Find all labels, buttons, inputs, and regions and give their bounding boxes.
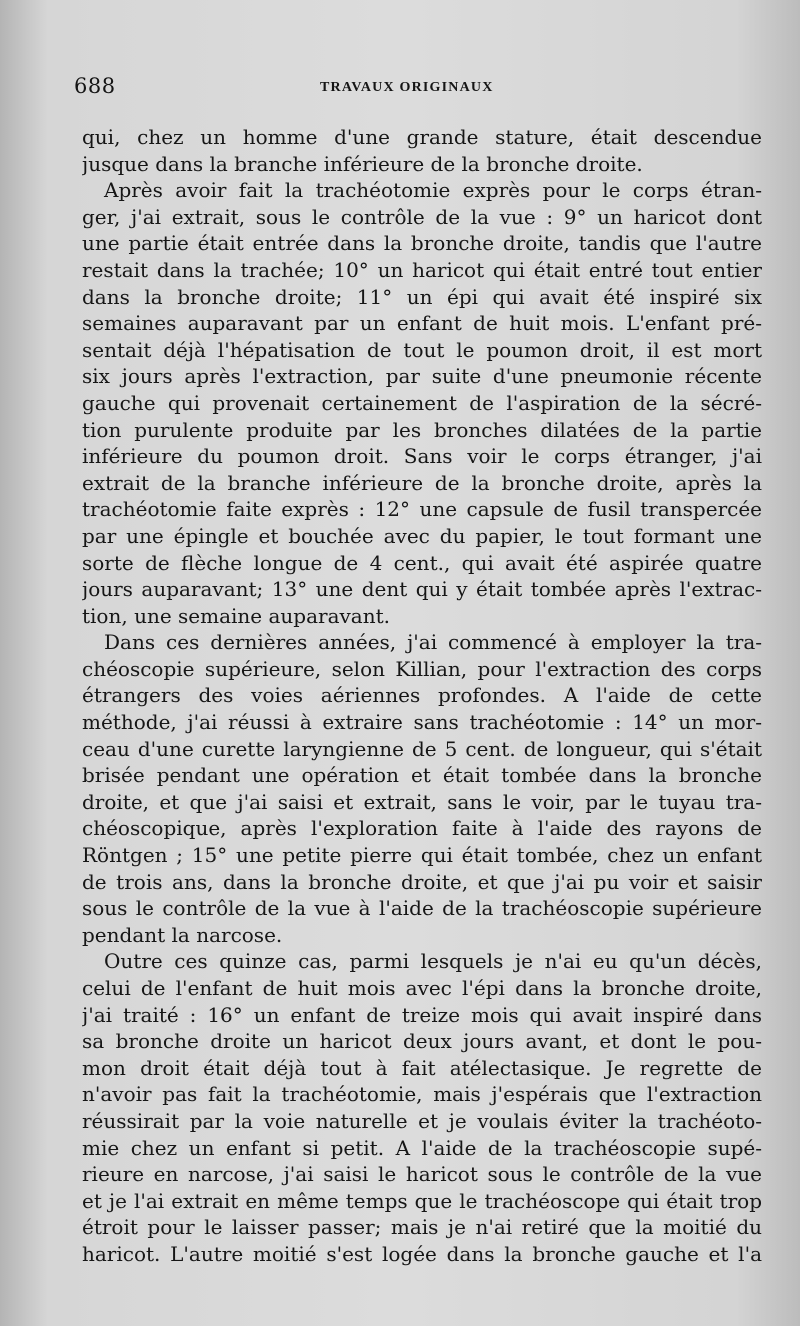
text-line: par une épingle et bouchée avec du papier, le tout formant une — [82, 523, 762, 548]
text-line: étrangers des voies aériennes profondes. A l'aide de cette — [82, 683, 762, 708]
text-line: étroit pour le laisser passer; mais je n'ai retiré que la moitié du — [82, 1215, 762, 1240]
text-line: pendant la narcose. — [82, 922, 283, 947]
paragraph-start-line: Après avoir fait la trachéotomie exprès pour le corps étran- — [104, 178, 762, 203]
text-line: n'avoir pas fait la trachéotomie, mais j'espérais que l'extraction — [82, 1082, 762, 1107]
text-line: et je l'ai extrait en même temps que le trachéoscope qui était trop — [82, 1188, 762, 1213]
text-line: restait dans la trachée; 10° un haricot qui était entré tout entier — [82, 257, 762, 282]
text-line: trachéotomie faite exprès : 12° une capsule de fusil transpercée — [82, 497, 762, 522]
paragraph-start-line: Dans ces dernières années, j'ai commencé à employer la tra- — [104, 630, 762, 655]
text-line: qui, chez un homme d'une grande stature, était descendue — [82, 125, 762, 149]
text-line: méthode, j'ai réussi à extraire sans trachéotomie : 14° un mor- — [82, 710, 762, 735]
page-number: 688 — [74, 74, 116, 98]
text-line: tion purulente produite par les bronches dilatées de la partie — [82, 417, 762, 442]
text-line: sa bronche droite un haricot deux jours avant, et dont le pou- — [82, 1029, 762, 1054]
text-line: brisée pendant une opération et était tombée dans la bronche — [82, 763, 762, 788]
text-line: de trois ans, dans la bronche droite, et que j'ai pu voir et saisir — [82, 869, 762, 894]
text-line: chéoscopique, après l'exploration faite à l'aide des rayons de — [82, 816, 762, 841]
text-line: chéoscopie supérieure, selon Killian, pour l'extraction des corps — [82, 656, 762, 681]
text-line: semaines auparavant par un enfant de huit mois. L'enfant pré- — [82, 311, 762, 336]
text-line: tion, une semaine auparavant. — [82, 603, 390, 628]
text-line: inférieure du poumon droit. Sans voir le corps étranger, j'ai — [82, 444, 762, 469]
text-line: jours auparavant; 13° une dent qui y était tombée après l'extrac- — [82, 577, 762, 602]
text-line: ceau d'une curette laryngienne de 5 cent. de longueur, qui s'était — [82, 736, 762, 761]
text-line: mon droit était déjà tout à fait atélectasique. Je regrette de — [82, 1055, 762, 1080]
running-title: TRAVAUX ORIGINAUX — [320, 80, 494, 95]
body-text — [82, 124, 762, 1268]
text-line: une partie était entrée dans la bronche droite, tandis que l'autre — [82, 231, 762, 256]
text-line: extrait de la branche inférieure de la bronche droite, après la — [82, 470, 762, 495]
text-line: dans la bronche droite; 11° un épi qui avait été inspiré six — [82, 284, 762, 309]
text-line: rieure en narcose, j'ai saisi le haricot sous le contrôle de la vue — [82, 1162, 762, 1187]
paragraph-start-line: Outre ces quinze cas, parmi lesquels je n'ai eu qu'un décès, — [104, 949, 762, 974]
text-line: sous le contrôle de la vue à l'aide de la trachéoscopie supérieure — [82, 896, 762, 921]
text-line: Röntgen ; 15° une petite pierre qui était tombée, chez un enfant — [82, 843, 762, 868]
text-line: ger, j'ai extrait, sous le contrôle de la vue : 9° un haricot dont — [82, 204, 762, 229]
text-line: réussirait par la voie naturelle et je voulais éviter la trachéoto- — [82, 1108, 762, 1133]
text-line: j'ai traité : 16° un enfant de treize mois qui avait inspiré dans — [82, 1002, 762, 1027]
text-line: mie chez un enfant si petit. A l'aide de la trachéoscopie supé- — [82, 1135, 762, 1160]
text-line: sentait déjà l'hépatisation de tout le poumon droit, il est mort — [82, 337, 762, 362]
text-line: droite, et que j'ai saisi et extrait, sans le voir, par le tuyau tra- — [82, 789, 762, 814]
text-line: celui de l'enfant de huit mois avec l'épi dans la bronche droite, — [82, 976, 762, 1000]
text-line: gauche qui provenait certainement de l'aspiration de la sécré- — [82, 390, 762, 415]
text-line: six jours après l'extraction, par suite d'une pneumonie récente — [82, 364, 762, 389]
text-line: sorte de flèche longue de 4 cent., qui avait été aspirée quatre — [82, 550, 762, 575]
text-line: haricot. L'autre moitié s'est logée dans la bronche gauche et l'a — [82, 1241, 762, 1266]
text-line: jusque dans la branche inférieure de la bronche droite. — [82, 151, 643, 176]
